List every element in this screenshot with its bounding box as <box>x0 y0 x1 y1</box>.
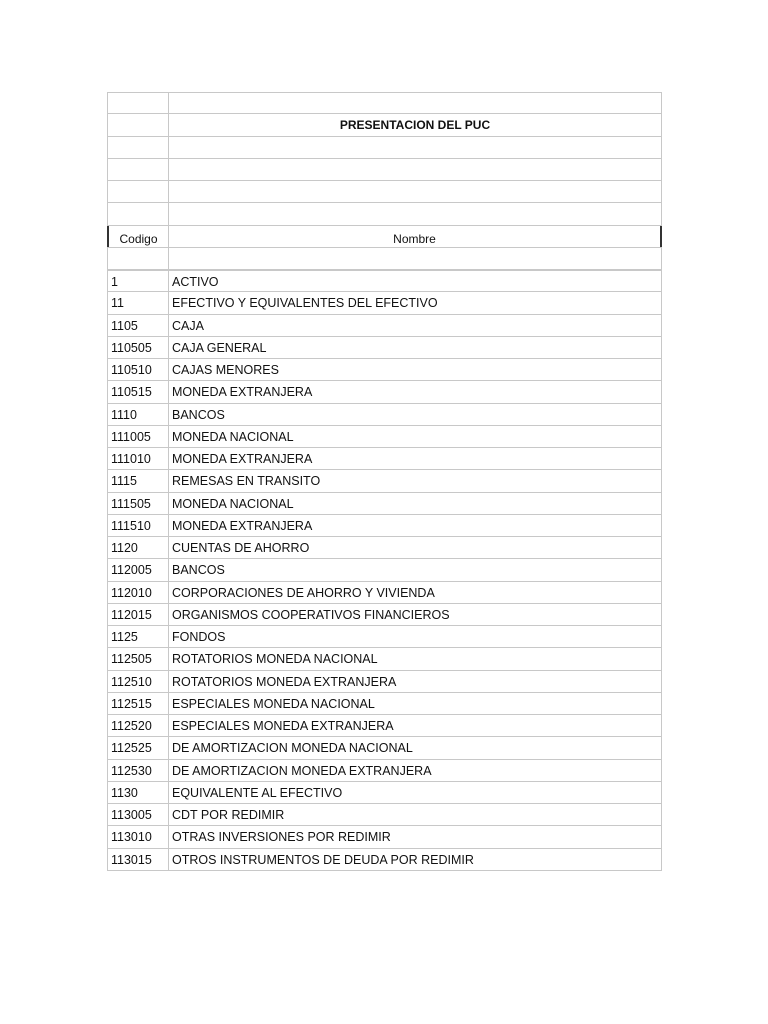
account-name: OTRAS INVERSIONES POR REDIMIR <box>169 826 662 847</box>
account-name: FONDOS <box>169 626 662 647</box>
document-title: PRESENTACION DEL PUC <box>169 114 662 135</box>
account-code: 110510 <box>107 359 169 380</box>
table-row <box>107 315 662 337</box>
table-row <box>107 515 662 537</box>
account-code: 110505 <box>107 337 169 358</box>
account-name: ROTATORIOS MONEDA EXTRANJERA <box>169 671 662 692</box>
table-row <box>107 671 662 693</box>
account-name: DE AMORTIZACION MONEDA NACIONAL <box>169 737 662 758</box>
account-code: 111005 <box>107 426 169 447</box>
account-name: EQUIVALENTE AL EFECTIVO <box>169 782 662 803</box>
account-code: 112530 <box>107 760 169 781</box>
empty-row <box>107 92 662 114</box>
empty-row <box>107 203 662 225</box>
account-name: ROTATORIOS MONEDA NACIONAL <box>169 648 662 669</box>
account-code: 113010 <box>107 826 169 847</box>
account-code: 1 <box>107 271 169 291</box>
account-code: 112015 <box>107 604 169 625</box>
table-row <box>107 337 662 359</box>
empty-row <box>107 137 662 159</box>
table-row <box>107 826 662 848</box>
account-code: 1120 <box>107 537 169 558</box>
account-name: ESPECIALES MONEDA NACIONAL <box>169 693 662 714</box>
empty-row <box>107 159 662 181</box>
account-name: ESPECIALES MONEDA EXTRANJERA <box>169 715 662 736</box>
account-code: 11 <box>107 292 169 313</box>
table-row <box>107 582 662 604</box>
account-code: 112510 <box>107 671 169 692</box>
account-name: MONEDA EXTRANJERA <box>169 515 662 536</box>
account-code: 1110 <box>107 404 169 425</box>
table-row <box>107 493 662 515</box>
account-code: 1125 <box>107 626 169 647</box>
table-row <box>107 448 662 470</box>
table-row <box>107 782 662 804</box>
table-row <box>107 604 662 626</box>
table-row <box>107 470 662 492</box>
puc-table <box>107 92 662 871</box>
empty-row <box>107 181 662 203</box>
table-row <box>107 426 662 448</box>
account-name: CUENTAS DE AHORRO <box>169 537 662 558</box>
code-column-header: Codigo <box>107 226 169 247</box>
account-code: 112505 <box>107 648 169 669</box>
account-name: ORGANISMOS COOPERATIVOS FINANCIEROS <box>169 604 662 625</box>
account-name: CAJA GENERAL <box>169 337 662 358</box>
header-row <box>107 226 662 248</box>
account-code: 111505 <box>107 493 169 514</box>
account-name: MONEDA NACIONAL <box>169 493 662 514</box>
account-code: 110515 <box>107 381 169 402</box>
table-row <box>107 270 662 292</box>
account-code: 112525 <box>107 737 169 758</box>
account-name: MONEDA EXTRANJERA <box>169 381 662 402</box>
account-code: 111510 <box>107 515 169 536</box>
table-row <box>107 737 662 759</box>
account-name: BANCOS <box>169 404 662 425</box>
account-code: 1115 <box>107 470 169 491</box>
title-row <box>107 114 662 136</box>
table-row <box>107 292 662 314</box>
table-row <box>107 381 662 403</box>
account-name: REMESAS EN TRANSITO <box>169 470 662 491</box>
account-code: 113005 <box>107 804 169 825</box>
account-code: 1130 <box>107 782 169 803</box>
account-name: EFECTIVO Y EQUIVALENTES DEL EFECTIVO <box>169 292 662 313</box>
account-code: 111010 <box>107 448 169 469</box>
table-row <box>107 693 662 715</box>
table-row <box>107 404 662 426</box>
table-row <box>107 359 662 381</box>
account-rows <box>107 270 662 871</box>
name-column-header: Nombre <box>169 226 662 247</box>
account-code: 112005 <box>107 559 169 580</box>
account-name: MONEDA NACIONAL <box>169 426 662 447</box>
account-name: ACTIVO <box>169 271 662 291</box>
table-row <box>107 715 662 737</box>
table-row <box>107 626 662 648</box>
account-code: 1105 <box>107 315 169 336</box>
account-name: DE AMORTIZACION MONEDA EXTRANJERA <box>169 760 662 781</box>
account-code: 112515 <box>107 693 169 714</box>
account-name: MONEDA EXTRANJERA <box>169 448 662 469</box>
table-row <box>107 804 662 826</box>
table-row <box>107 760 662 782</box>
account-name: CORPORACIONES DE AHORRO Y VIVIENDA <box>169 582 662 603</box>
account-code: 113015 <box>107 849 169 870</box>
account-name: BANCOS <box>169 559 662 580</box>
account-name: OTROS INSTRUMENTOS DE DEUDA POR REDIMIR <box>169 849 662 870</box>
table-row <box>107 648 662 670</box>
account-code: 112520 <box>107 715 169 736</box>
table-row <box>107 849 662 871</box>
table-row <box>107 537 662 559</box>
account-name: CAJAS MENORES <box>169 359 662 380</box>
account-name: CDT POR REDIMIR <box>169 804 662 825</box>
table-row <box>107 559 662 581</box>
account-name: CAJA <box>169 315 662 336</box>
empty-row <box>107 248 662 270</box>
account-code: 112010 <box>107 582 169 603</box>
